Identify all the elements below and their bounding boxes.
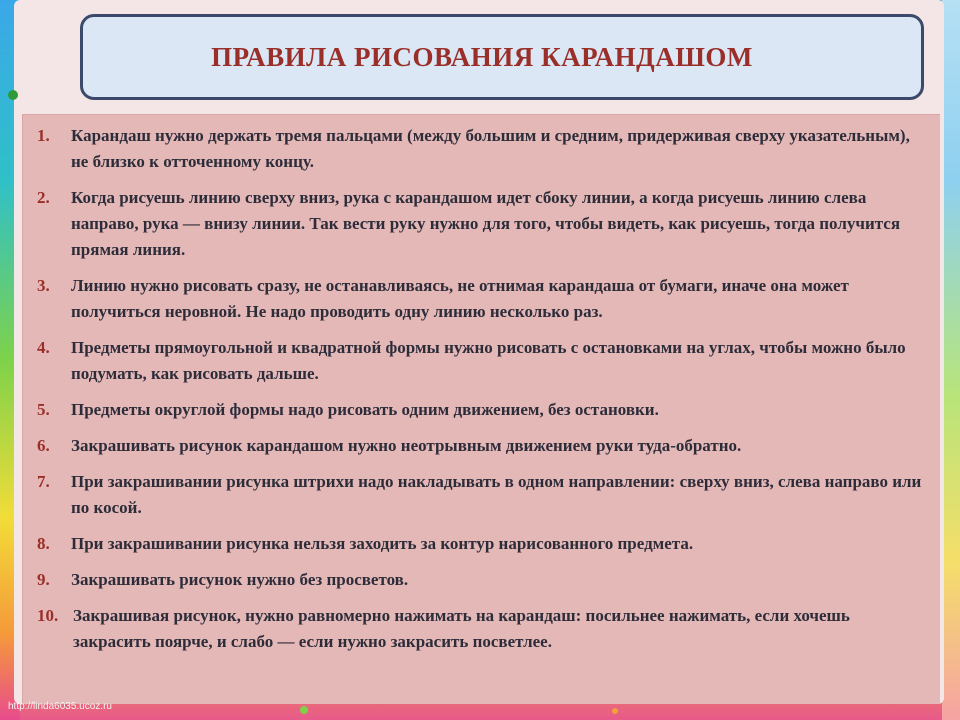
- rule-number: 5.: [37, 400, 50, 419]
- footer-url: http://linda6035.ucoz.ru: [8, 701, 112, 712]
- rule-text: Предметы округлой формы надо рисовать одним движением, без остановки.: [71, 400, 659, 419]
- rule-item-3: [33, 273, 926, 325]
- rule-number: 2.: [37, 188, 50, 207]
- rule-text: Когда рисуешь линию сверху вниз, рука с карандашом идет сбоку линии, а когда рисуешь линию слева направо, рука — внизу линии. Так вести руку нужно для того, чтобы видеть, как рисуешь, тогда получится прямая линия.: [71, 188, 901, 259]
- rule-text: Закрашивая рисунок, нужно равномерно нажимать на карандаш: посильнее нажимать, если хочешь закрасить поярче, и слабо — если нужно закрасить посветлее.: [73, 606, 850, 651]
- rule-number: 8.: [37, 534, 50, 553]
- title-box: [80, 14, 924, 100]
- rule-item-9: [33, 567, 926, 593]
- rule-text: При закрашивании рисунка штрихи надо накладывать в одном направлении: сверху вниз, слева направо или по косой.: [71, 472, 922, 517]
- decorative-dot: [300, 706, 308, 714]
- rule-item-4: [33, 335, 926, 387]
- rules-list: [22, 114, 940, 704]
- rule-text: Линию нужно рисовать сразу, не останавливаясь, не отнимая карандаша от бумаги, иначе она может получиться неровной. Не надо проводить одну линию несколько раз.: [71, 276, 849, 321]
- rule-number: 7.: [37, 472, 50, 491]
- decorative-dot: [612, 708, 618, 714]
- rule-text: Предметы прямоугольной и квадратной формы нужно рисовать с остановками на углах, чтобы можно было подумать, как рисовать дальше.: [71, 338, 906, 383]
- rule-number: 9.: [37, 570, 50, 589]
- decorative-dot: [8, 90, 18, 100]
- rule-item-7: [33, 469, 926, 521]
- rule-number: 3.: [37, 276, 50, 295]
- rule-item-2: [33, 185, 926, 263]
- rule-text: Закрашивать рисунок карандашом нужно неотрывным движением руки туда-обратно.: [71, 436, 742, 455]
- rule-number: 1.: [37, 126, 50, 145]
- rule-item-1: [33, 123, 926, 175]
- rainbow-border-right: [942, 0, 960, 720]
- rule-text: Карандаш нужно держать тремя пальцами (между большим и средним, придерживая сверху указательным), не близко к отточенному концу.: [71, 126, 910, 171]
- rule-text: Закрашивать рисунок нужно без просветов.: [71, 570, 409, 589]
- rule-item-10: [33, 603, 926, 655]
- rule-item-6: [33, 433, 926, 459]
- rule-text: При закрашивании рисунка нельзя заходить за контур нарисованного предмета.: [71, 534, 694, 553]
- rule-number: 4.: [37, 338, 50, 357]
- rule-number: 10.: [37, 606, 59, 625]
- rule-item-5: [33, 397, 926, 423]
- rule-number: 6.: [37, 436, 50, 455]
- rule-item-8: [33, 531, 926, 557]
- slide-title: ПРАВИЛА РИСОВАНИЯ КАРАНДАШОМ: [211, 41, 753, 72]
